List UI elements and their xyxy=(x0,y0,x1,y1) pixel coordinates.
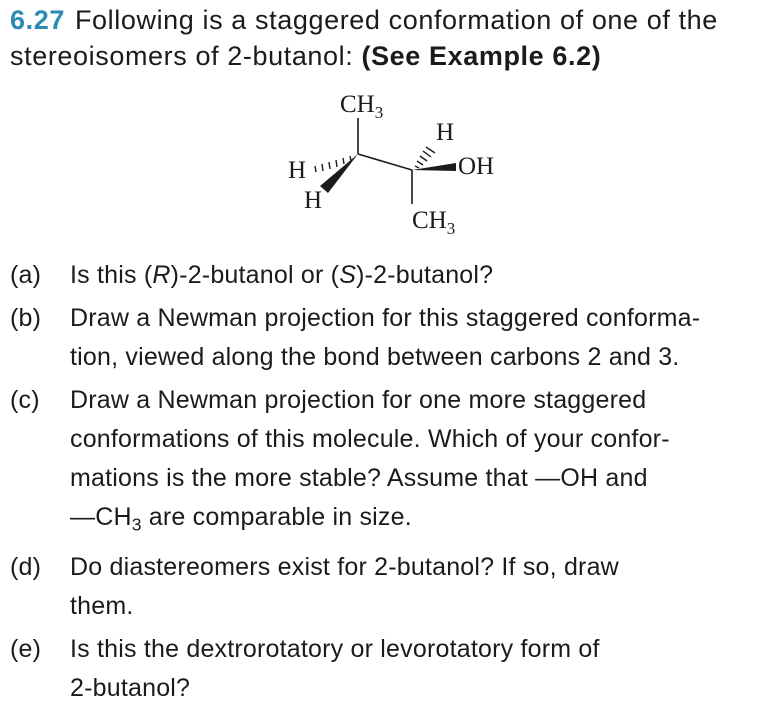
problem-number: 6.27 xyxy=(10,5,65,35)
problem-text: Following is a staggered conformation of one of the stereoisomers of 2-butanol: xyxy=(10,5,718,71)
question-list xyxy=(10,256,780,712)
question-label: (a) xyxy=(10,261,42,289)
bond-center xyxy=(358,154,412,170)
left-h-hash-label: H xyxy=(288,157,307,184)
example-reference: (See Example 6.2) xyxy=(361,41,602,71)
left-h-wedge-label: H xyxy=(304,187,323,214)
question-label: (c) xyxy=(10,386,40,414)
question-label: (e) xyxy=(10,635,42,664)
problem-statement xyxy=(10,2,780,74)
top-ch3-label: $CH_3$ xyxy=(340,91,384,122)
right-wedge-bond xyxy=(412,163,456,171)
left-wedge-bond xyxy=(320,154,358,193)
question-c: (c) Draw a Newman projection for one more staggered conformations of this molecule. Which of your confor- mations is the more stable? Assume that —OH and $—CH_3$ are comparable in size. xyxy=(10,381,780,544)
right-hash-bond xyxy=(415,147,435,168)
question-b: (b) Draw a Newman projection for this staggered conforma- tion, viewed along the bond between carbons 2 and 3. xyxy=(10,299,780,377)
bottom-ch3-label: $CH_3$ xyxy=(412,207,456,238)
question-label: (d) xyxy=(10,553,42,582)
right-h-hash-label: H xyxy=(436,119,455,146)
question-e: (e) Is this the dextrorotatory or levorotatory form of 2-butanol? xyxy=(10,630,780,708)
butanol-structure xyxy=(270,86,520,246)
question-a: (a) Is this (R)-2-butanol or (S)-2-butanol? xyxy=(10,256,780,295)
right-oh-label: OH xyxy=(458,153,495,180)
question-label: (b) xyxy=(10,304,42,332)
question-d: (d) Do diastereomers exist for 2-butanol? If so, draw them. xyxy=(10,548,780,626)
